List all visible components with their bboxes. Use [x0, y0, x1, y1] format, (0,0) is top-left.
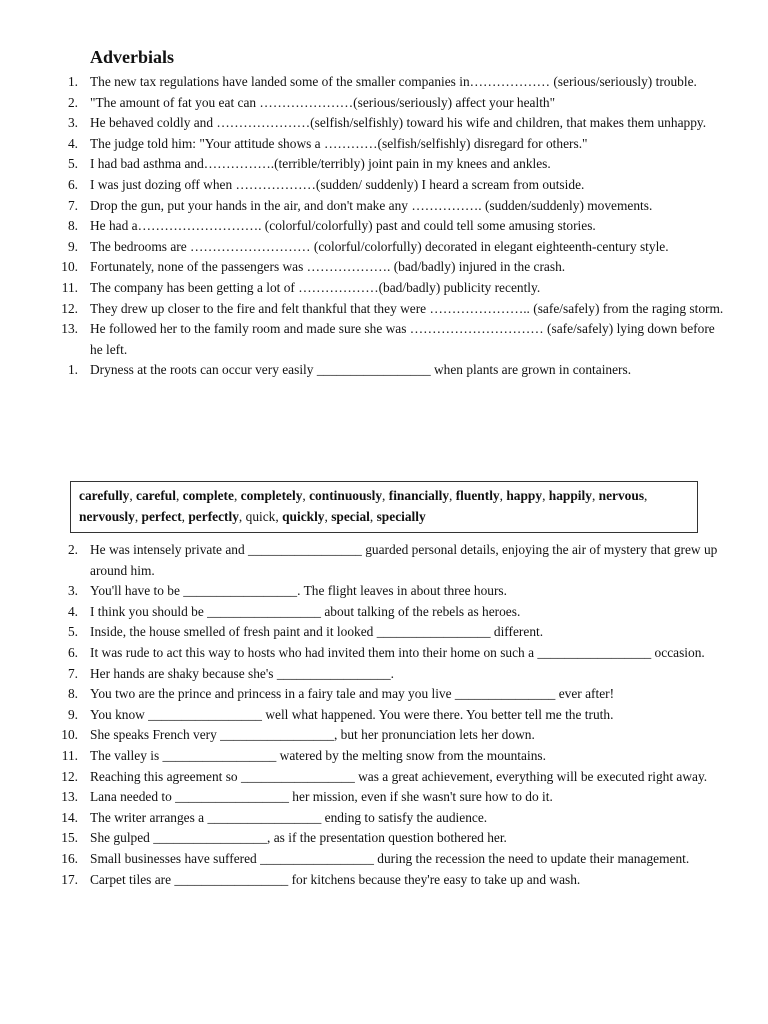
item-text: He followed her to the family room and made sure she was ………………………… (safe/safely) lying down before he left. [90, 321, 715, 357]
item-number: 3. [67, 583, 78, 599]
exercise-item [0, 643, 768, 664]
word-separator: , [181, 508, 189, 524]
item-text: "The amount of fat you eat can …………………(serious/seriously) affect your health" [90, 94, 556, 110]
item-text: I think you should be _________________ about talking of the rebels as heroes. [90, 603, 521, 619]
item-text: Fortunately, none of the passengers was ………………. (bad/badly) injured in the crash. [90, 259, 566, 275]
word-separator: , [129, 488, 137, 503]
item-number: 10. [61, 259, 78, 275]
exercise-item [0, 664, 768, 685]
item-text: He behaved coldly and …………………(selfish/selfishly) toward his wife and children, that makes them unhappy. [90, 115, 707, 131]
item-text: The new tax regulations have landed some of the smaller companies in……………… (serious/seriously) trouble. [90, 74, 697, 89]
item-number: 14. [61, 809, 78, 825]
exercise-item [0, 175, 768, 196]
exercise-item [0, 870, 768, 891]
word-separator: , [233, 488, 241, 503]
item-number: 12. [61, 768, 78, 784]
word-bank-word: careful [136, 488, 176, 503]
exercise-item [0, 725, 768, 746]
exercise-item [0, 581, 768, 602]
exercise-item [0, 196, 768, 217]
item-number: 15. [61, 830, 78, 846]
word-separator: , [175, 488, 183, 503]
exercise-item [0, 154, 768, 175]
word-separator: , [324, 508, 332, 524]
word-bank-word: nervously [79, 508, 135, 524]
word-bank-word: specially [376, 508, 426, 524]
exercise-item [0, 299, 768, 320]
item-text: She gulped _________________, as if the presentation question bothered her. [90, 830, 507, 846]
item-text: The judge told him: "Your attitude shows a …………(selfish/selfishly) disregard for others." [90, 135, 588, 151]
item-number: 5. [67, 156, 78, 172]
item-number: 4. [67, 135, 78, 151]
item-number: 1. [67, 74, 78, 89]
item-text: Drop the gun, put your hands in the air, and don't make any ……………. (sudden/suddenly) movements. [90, 197, 653, 213]
exercise-item [0, 705, 768, 726]
item-number: 17. [61, 871, 78, 887]
item-number: 9. [67, 706, 78, 722]
item-text: Dryness at the roots can occur very easily _________________ when plants are grown in containers. [90, 362, 632, 378]
exercise-item [0, 93, 768, 114]
exercise-item [0, 849, 768, 870]
exercise-item [0, 237, 768, 258]
exercise-item [0, 746, 768, 767]
exercise-item [0, 767, 768, 788]
item-text: He was intensely private and _________________ guarded personal details, enjoying the air of mystery that grew up around him. [90, 542, 718, 578]
exercise-item [0, 602, 768, 623]
word-bank-word: carefully [79, 488, 130, 503]
item-number: 6. [67, 176, 78, 192]
item-text: The writer arranges a _________________ ending to satisfy the audience. [90, 809, 488, 825]
item-text: The company has been getting a lot of ………………(bad/badly) publicity recently. [90, 279, 541, 295]
exercise-list-1 [0, 72, 768, 381]
page-title: Adverbials [90, 47, 175, 67]
item-text: I was just dozing off when ………………(sudden/ suddenly) I heard a scream from outside. [90, 176, 585, 192]
item-number: 8. [67, 686, 78, 702]
word-bank-box [70, 481, 698, 533]
item-text: Carpet tiles are _________________ for kitchens because they're easy to take up and wash. [90, 871, 581, 887]
item-text: You two are the prince and princess in a fairy tale and may you live _______________ ever after! [90, 686, 615, 702]
exercise-list-2 [0, 540, 768, 890]
exercise-item [0, 808, 768, 829]
exercise-item [0, 134, 768, 155]
item-text: The bedrooms are ……………………… (colorful/colorfully) decorated in elegant eighteenth-century style. [90, 238, 669, 254]
item-text: Inside, the house smelled of fresh paint and it looked _________________ different. [90, 624, 544, 640]
exercise-item [0, 257, 768, 278]
item-number: 9. [67, 238, 78, 254]
exercise-item [0, 319, 768, 360]
item-number: 2. [67, 542, 78, 557]
word-bank-word: happy [506, 488, 543, 503]
word-bank-word: fluently [455, 488, 500, 503]
item-number: 10. [61, 727, 78, 743]
exercise-item [0, 787, 768, 808]
item-text: You know _________________ well what happened. You were there. You better tell me the truth. [90, 706, 614, 722]
word-separator: , [369, 508, 377, 524]
item-number: 5. [67, 624, 78, 640]
item-text: She speaks French very _________________, but her pronunciation lets her down. [90, 727, 535, 743]
word-bank-word: quick [245, 508, 276, 524]
item-text: It was rude to act this way to hosts who had invited them into their home on such a _________________ occasion. [90, 644, 705, 660]
item-text: You'll have to be _________________. The flight leaves in about three hours. [90, 583, 507, 599]
item-number: 11. [61, 279, 78, 295]
item-text: Small businesses have suffered _________________ during the recession the need to update their management. [90, 850, 690, 866]
word-bank-word: continuously [309, 488, 383, 503]
exercise-item [0, 684, 768, 705]
word-separator: , [542, 488, 549, 503]
exercise-item [0, 216, 768, 237]
item-number: 4. [67, 603, 78, 619]
item-text: Lana needed to _________________ her mission, even if she wasn't sure how to do it. [90, 789, 553, 805]
word-separator: , [499, 488, 507, 503]
word-separator: , [302, 488, 310, 503]
item-text: They drew up closer to the fire and felt thankful that they were ………………….. (safe/safely) from the raging storm. [90, 300, 724, 316]
item-number: 2. [67, 94, 78, 110]
word-bank-word: perfect [141, 508, 182, 524]
word-separator: , [449, 488, 456, 503]
item-number: 12. [61, 300, 78, 316]
item-number: 6. [67, 644, 78, 660]
item-number: 7. [67, 197, 78, 213]
word-separator: , [275, 508, 283, 524]
item-text: Reaching this agreement so _________________ was a great achievement, everything will be executed right away. [90, 768, 708, 784]
item-number: 16. [61, 850, 78, 866]
exercise-item [0, 113, 768, 134]
item-number: 13. [61, 789, 78, 805]
word-separator: , [591, 488, 599, 503]
word-separator: , [382, 488, 389, 503]
word-bank-word: happily [548, 488, 592, 503]
item-text: Her hands are shaky because she's _________________. [90, 665, 395, 681]
exercise-item [0, 278, 768, 299]
word-bank-word: completely [240, 488, 303, 503]
item-number: 7. [67, 665, 78, 681]
word-bank-word: quickly [282, 508, 325, 524]
word-separator: , [238, 508, 246, 524]
item-text: I had bad asthma and…………….(terrible/terribly) joint pain in my knees and ankles. [90, 156, 551, 172]
word-separator: , [644, 488, 648, 503]
word-bank-word: nervous [598, 488, 645, 503]
exercise-item [0, 622, 768, 643]
exercise-item [0, 72, 768, 93]
word-bank-word: complete [182, 488, 234, 503]
exercise-item [0, 360, 768, 381]
word-bank-word: special [331, 508, 370, 524]
item-number: 11. [61, 747, 78, 763]
word-bank-word: perfectly [188, 508, 239, 524]
item-text: The valley is _________________ watered by the melting snow from the mountains. [90, 747, 546, 763]
word-separator: , [134, 508, 142, 524]
item-number: 13. [61, 321, 78, 337]
item-text: He had a………………………. (colorful/colorfully) past and could tell some amusing stories. [90, 218, 596, 234]
exercise-item [0, 828, 768, 849]
item-number: 3. [67, 115, 78, 131]
exercise-item [0, 540, 768, 581]
item-number: 8. [67, 218, 78, 234]
word-bank-word: financially [388, 488, 450, 503]
item-number: 1. [67, 362, 78, 378]
